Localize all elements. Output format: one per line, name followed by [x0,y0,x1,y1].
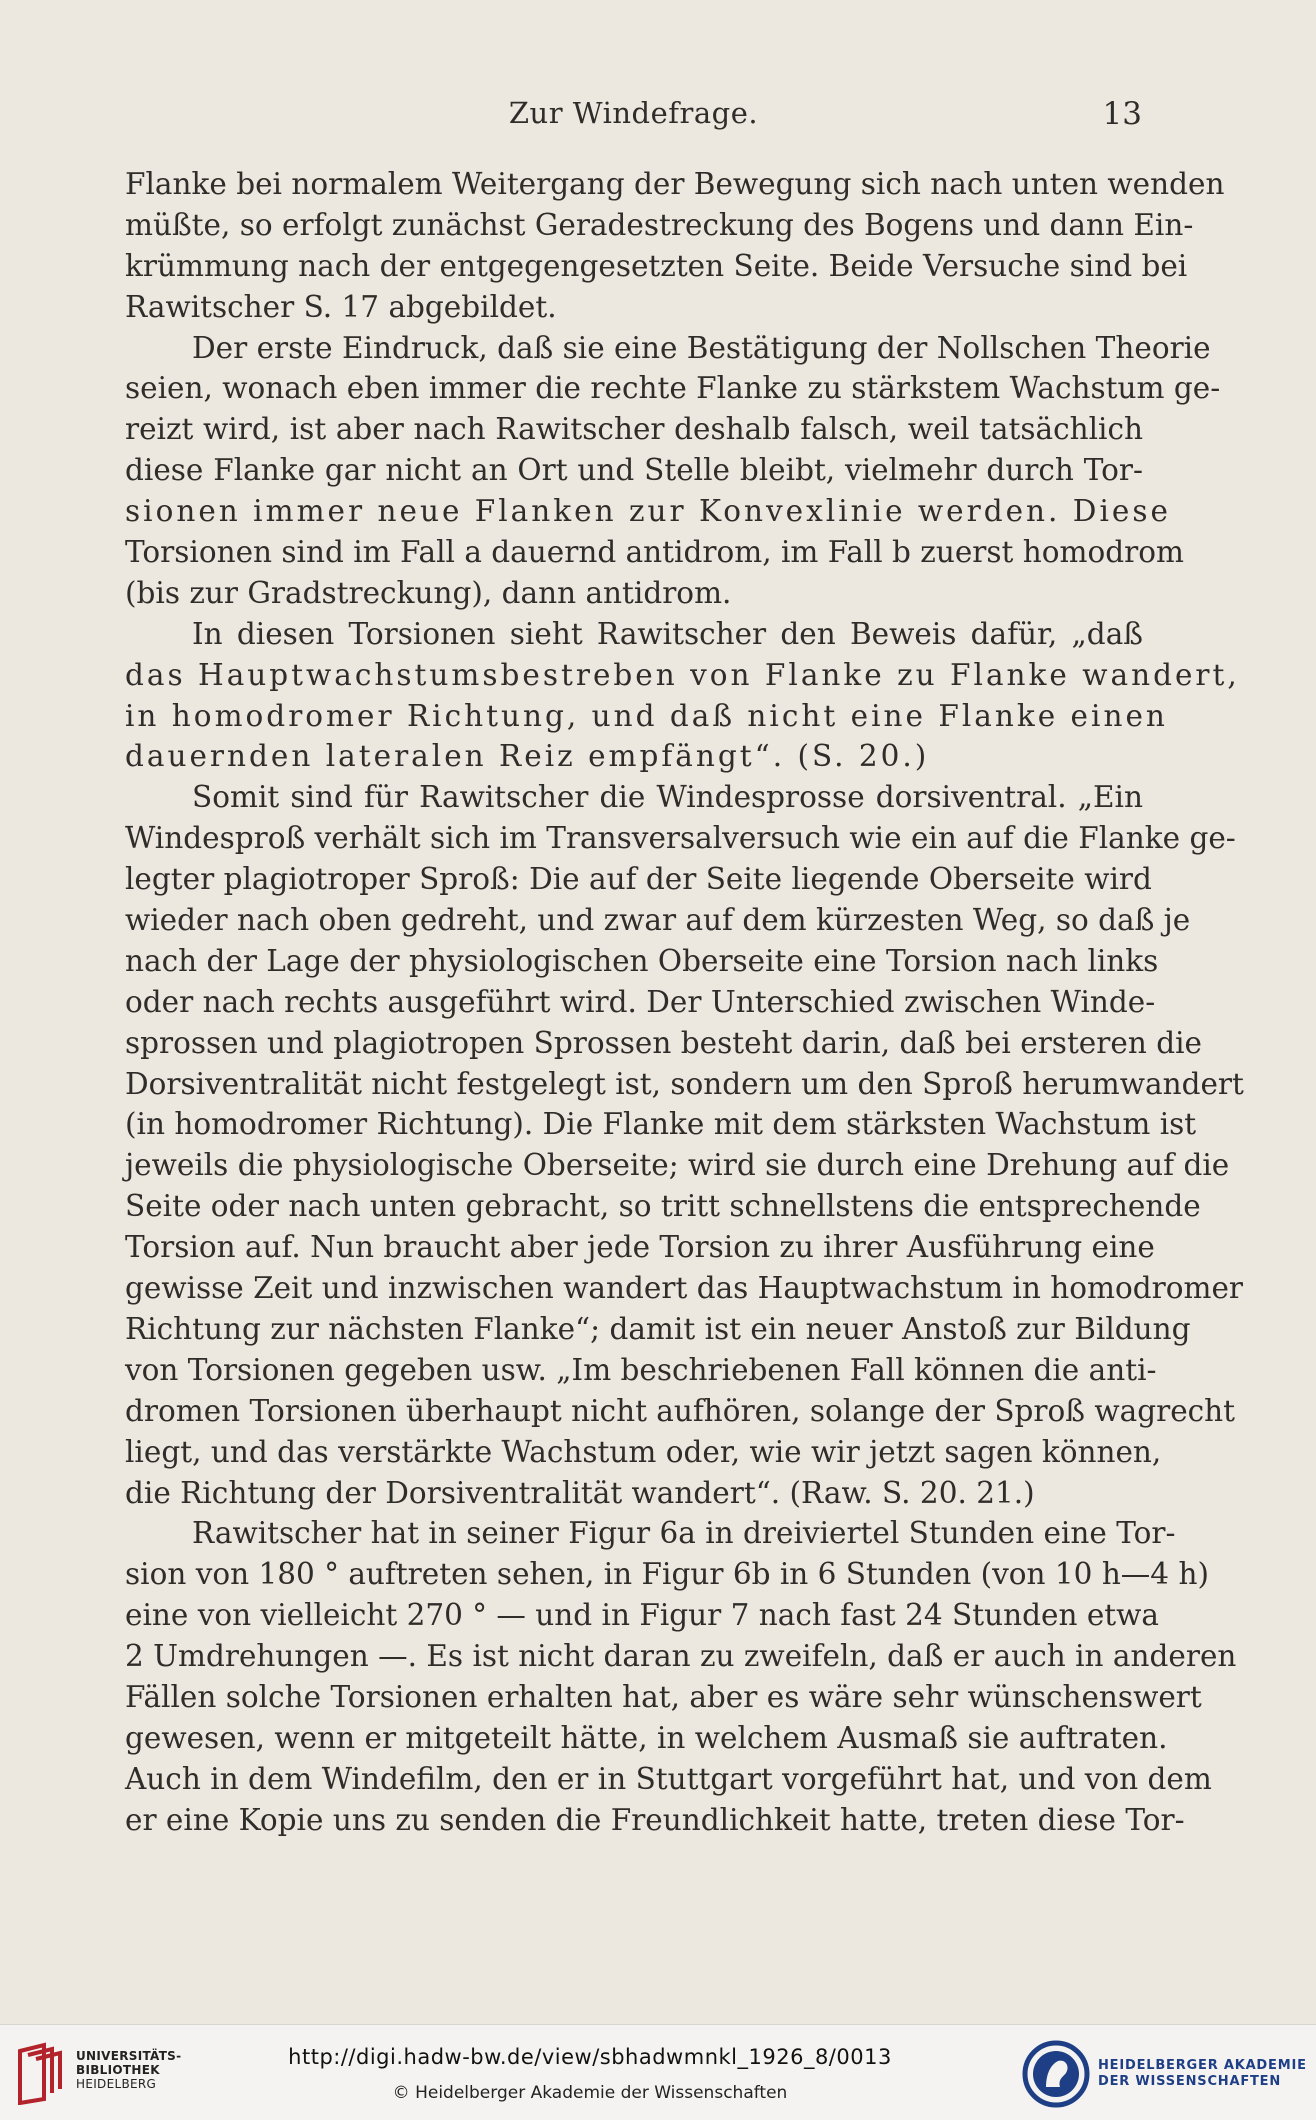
running-head [125,96,1142,136]
text-line: nach der Lage der physiologischen Oberseite eine Torsion nach links [125,943,1159,978]
text-line: legter plagiotroper Sproß: Die auf der Seite liegende Oberseite wird [125,862,1152,897]
text-line: dromen Torsionen überhaupt nicht aufhören, solange der Sproß wagrecht [125,1393,1236,1428]
text-line: dauernden lateralen Reiz empfängt“. (S. 20.) [125,739,930,774]
academy-seal-icon[interactable] [1016,2039,1100,2109]
text-line: Rawitscher S. 17 abgebildet. [125,289,557,324]
text-line: Seite oder nach unten gebracht, so tritt schnellstens die entsprechende [125,1189,1201,1224]
text-line: sionen immer neue Flanken zur Konvexlinie werden. Diese [125,494,1171,529]
text-line: oder nach rechts ausgeführt wird. Der Unterschied zwischen Winde- [125,984,1156,1019]
text-line: In diesen Torsionen sieht Rawitscher den Beweis dafür, „daß [192,616,1143,651]
text-line: Fällen solche Torsionen erhalten hat, aber es wäre sehr wünschenswert [125,1679,1202,1714]
university-library-logo-icon[interactable] [14,2041,70,2105]
academy-name [1098,2058,1307,2090]
text-line: krümmung nach der entgegengesetzten Seite. Beide Versuche sind bei [125,248,1188,283]
text-line: reizt wird, ist aber nach Rawitscher deshalb falsch, weil tatsächlich [125,412,1143,447]
text-line: sprossen und plagiotropen Sprossen besteht darin, daß bei ersteren die [125,1025,1202,1060]
text-line: Dorsiventralität nicht festgelegt ist, sondern um den Sproß herumwandert [125,1066,1244,1101]
library-name-line: UNIVERSITÄTS- [76,2049,182,2063]
permalink-url[interactable]: http://digi.hadw-bw.de/view/sbhadwmnkl_1926_8/0013 [288,2045,892,2069]
text-line: er eine Kopie uns zu senden die Freundlichkeit hatte, treten diese Tor- [125,1802,1185,1837]
body-text [125,164,1244,1841]
text-line: von Torsionen gegeben usw. „Im beschriebenen Fall können die anti- [125,1352,1157,1387]
text-line: Torsion auf. Nun braucht aber jede Torsion zu ihrer Ausführung eine [125,1230,1155,1265]
text-line: in homodromer Richtung, und daß nicht eine Flanke einen [125,698,1168,733]
text-line: Rawitscher hat in seiner Figur 6a in dreiviertel Stunden eine Tor- [192,1516,1176,1551]
text-line: 2 Umdrehungen —. Es ist nicht daran zu zweifeln, daß er auch in anderen [125,1639,1237,1674]
text-line: diese Flanke gar nicht an Ort und Stelle bleibt, vielmehr durch Tor- [125,453,1143,488]
text-line: gewisse Zeit und inzwischen wandert das Hauptwachstum in homodromer [125,1271,1244,1306]
text-line: Windesproß verhält sich im Transversalversuch wie ein auf die Flanke ge- [125,821,1236,856]
text-line: (in homodromer Richtung). Die Flanke mit dem stärksten Wachstum ist [125,1107,1197,1142]
copyright-notice: © Heidelberger Akademie der Wissenschaften [392,2083,788,2103]
text-line: wieder nach oben gedreht, und zwar auf dem kürzesten Weg, so daß je [125,903,1191,938]
text-line: Der erste Eindruck, daß sie eine Bestätigung der Nollschen Theorie [192,330,1211,365]
text-line: Richtung zur nächsten Flanke“; damit ist ein neuer Anstoß zur Bildung [125,1311,1191,1346]
text-line: (bis zur Gradstreckung), dann antidrom. [125,575,732,610]
text-line: jeweils die physiologische Oberseite; wird sie durch eine Drehung auf die [125,1148,1230,1183]
text-line: gewesen, wenn er mitgeteilt hätte, in welchem Ausmaß sie auftraten. [125,1720,1168,1755]
text-line: Auch in dem Windefilm, den er in Stuttgart vorgeführt hat, und von dem [125,1761,1212,1796]
university-library-name [76,2049,181,2091]
text-line: liegt, und das verstärkte Wachstum oder, wie wir jetzt sagen können, [125,1434,1162,1469]
page-number: 13 [1102,96,1142,132]
text-line: Somit sind für Rawitscher die Windesprosse dorsiventral. „Ein [192,780,1143,815]
text-line: das Hauptwachstumsbestreben von Flanke zu Flanke wandert, [125,657,1240,692]
text-line: sion von 180 ° auftreten sehen, in Figur 6b in 6 Stunden (von 10 h—4 h) [125,1557,1209,1592]
library-name-line: BIBLIOTHEK [76,2063,160,2077]
library-name-line: HEIDELBERG [76,2077,157,2091]
text-line: die Richtung der Dorsiventralität wandert“. (Raw. S. 20. 21.) [125,1475,1035,1510]
text-line: eine von vielleicht 270 ° — und in Figur 7 nach fast 24 Stunden etwa [125,1598,1159,1633]
text-line: müßte, so erfolgt zunächst Geradestreckung des Bogens und dann Ein- [125,207,1194,242]
academy-name-line: HEIDELBERGER AKADEMIE [1098,2058,1307,2073]
running-title: Zur Windefrage. [508,96,759,130]
academy-name-line: DER WISSENSCHAFTEN [1098,2074,1282,2089]
text-line: Flanke bei normalem Weitergang der Bewegung sich nach unten wenden [125,167,1225,201]
text-line: seien, wonach eben immer die rechte Flanke zu stärkstem Wachstum ge- [125,371,1221,406]
text-line: Torsionen sind im Fall a dauernd antidrom, im Fall b zuerst homodrom [125,535,1184,570]
footer-bar [0,2024,1316,2120]
